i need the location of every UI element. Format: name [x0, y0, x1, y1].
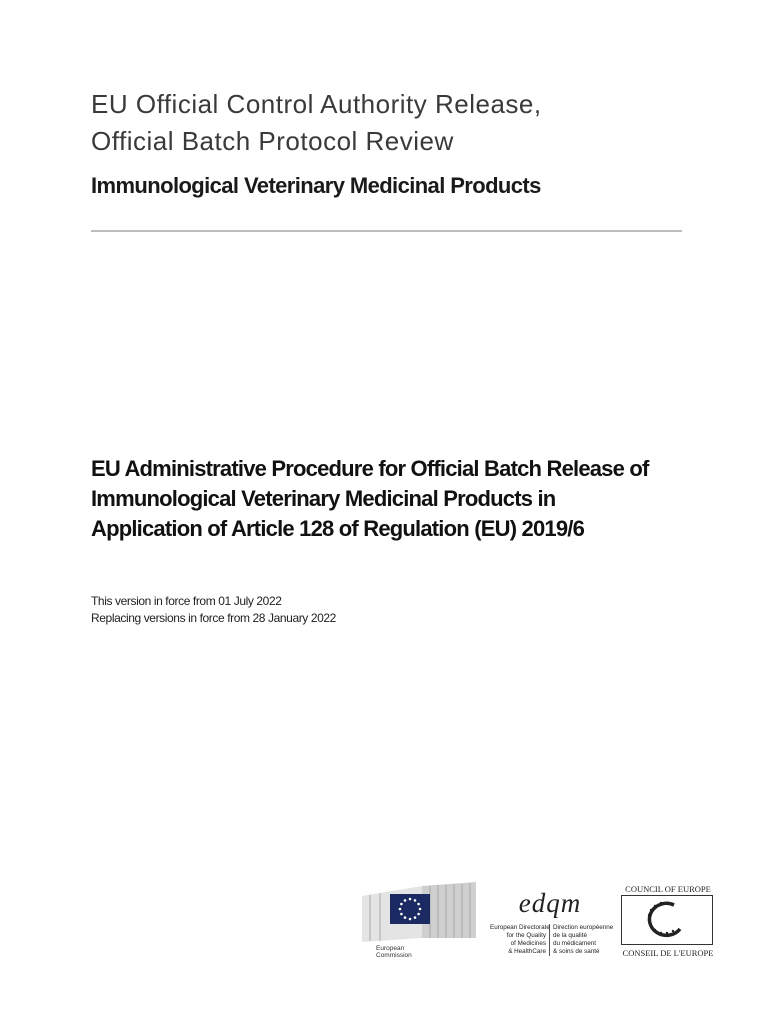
edqm-fr-line: de la qualité — [553, 932, 587, 939]
edqm-fr-line: & soins de santé — [553, 948, 600, 955]
header-title — [91, 86, 542, 160]
version-info — [91, 593, 336, 627]
document-title-line-3: Application of Article 128 of Regulation (EU) 2019/6 — [91, 516, 585, 541]
ec-label-line-2: Commission — [376, 952, 412, 959]
edqm-wordmark: edqm — [518, 888, 582, 918]
edqm-en-line: European Directorate — [490, 924, 550, 931]
coe-label-en: COUNCIL OF EUROPE — [625, 884, 711, 894]
header-divider — [91, 230, 682, 232]
document-title — [91, 454, 649, 544]
edqm-caption-en — [490, 924, 550, 956]
edqm-caption — [490, 924, 614, 956]
edqm-fr-line: du médicament — [553, 940, 597, 947]
edqm-caption-fr — [550, 924, 614, 956]
edqm-en-line: & HealthCare — [508, 948, 546, 955]
header-title-line-1: EU Official Control Authority Release, — [91, 89, 542, 119]
european-commission-logo — [360, 880, 478, 960]
document-title-line-2: Immunological Veterinary Medicinal Products in — [91, 486, 556, 511]
coe-emblem-frame — [621, 895, 713, 945]
coe-label-fr: CONSEIL DE L'EUROPE — [622, 948, 714, 958]
edqm-fr-line: Direction européenne — [553, 924, 614, 931]
council-of-europe-logo — [618, 884, 718, 960]
ec-label-line-1: European — [376, 945, 405, 952]
council-of-europe-emblem-icon — [622, 896, 712, 944]
european-commission-building-icon — [360, 880, 478, 960]
version-in-force: This version in force from 01 July 2022 — [91, 594, 282, 608]
edqm-logo — [490, 886, 614, 961]
document-title-line-1: EU Administrative Procedure for Official Batch Release of — [91, 456, 649, 481]
edqm-en-line: for the Quality — [506, 932, 546, 939]
header-title-line-2: Official Batch Protocol Review — [91, 126, 454, 156]
header-subtitle: Immunological Veterinary Medicinal Products — [91, 173, 541, 198]
version-replacing: Replacing versions in force from 28 January 2022 — [91, 611, 336, 625]
edqm-en-line: of Medicines — [510, 940, 546, 947]
